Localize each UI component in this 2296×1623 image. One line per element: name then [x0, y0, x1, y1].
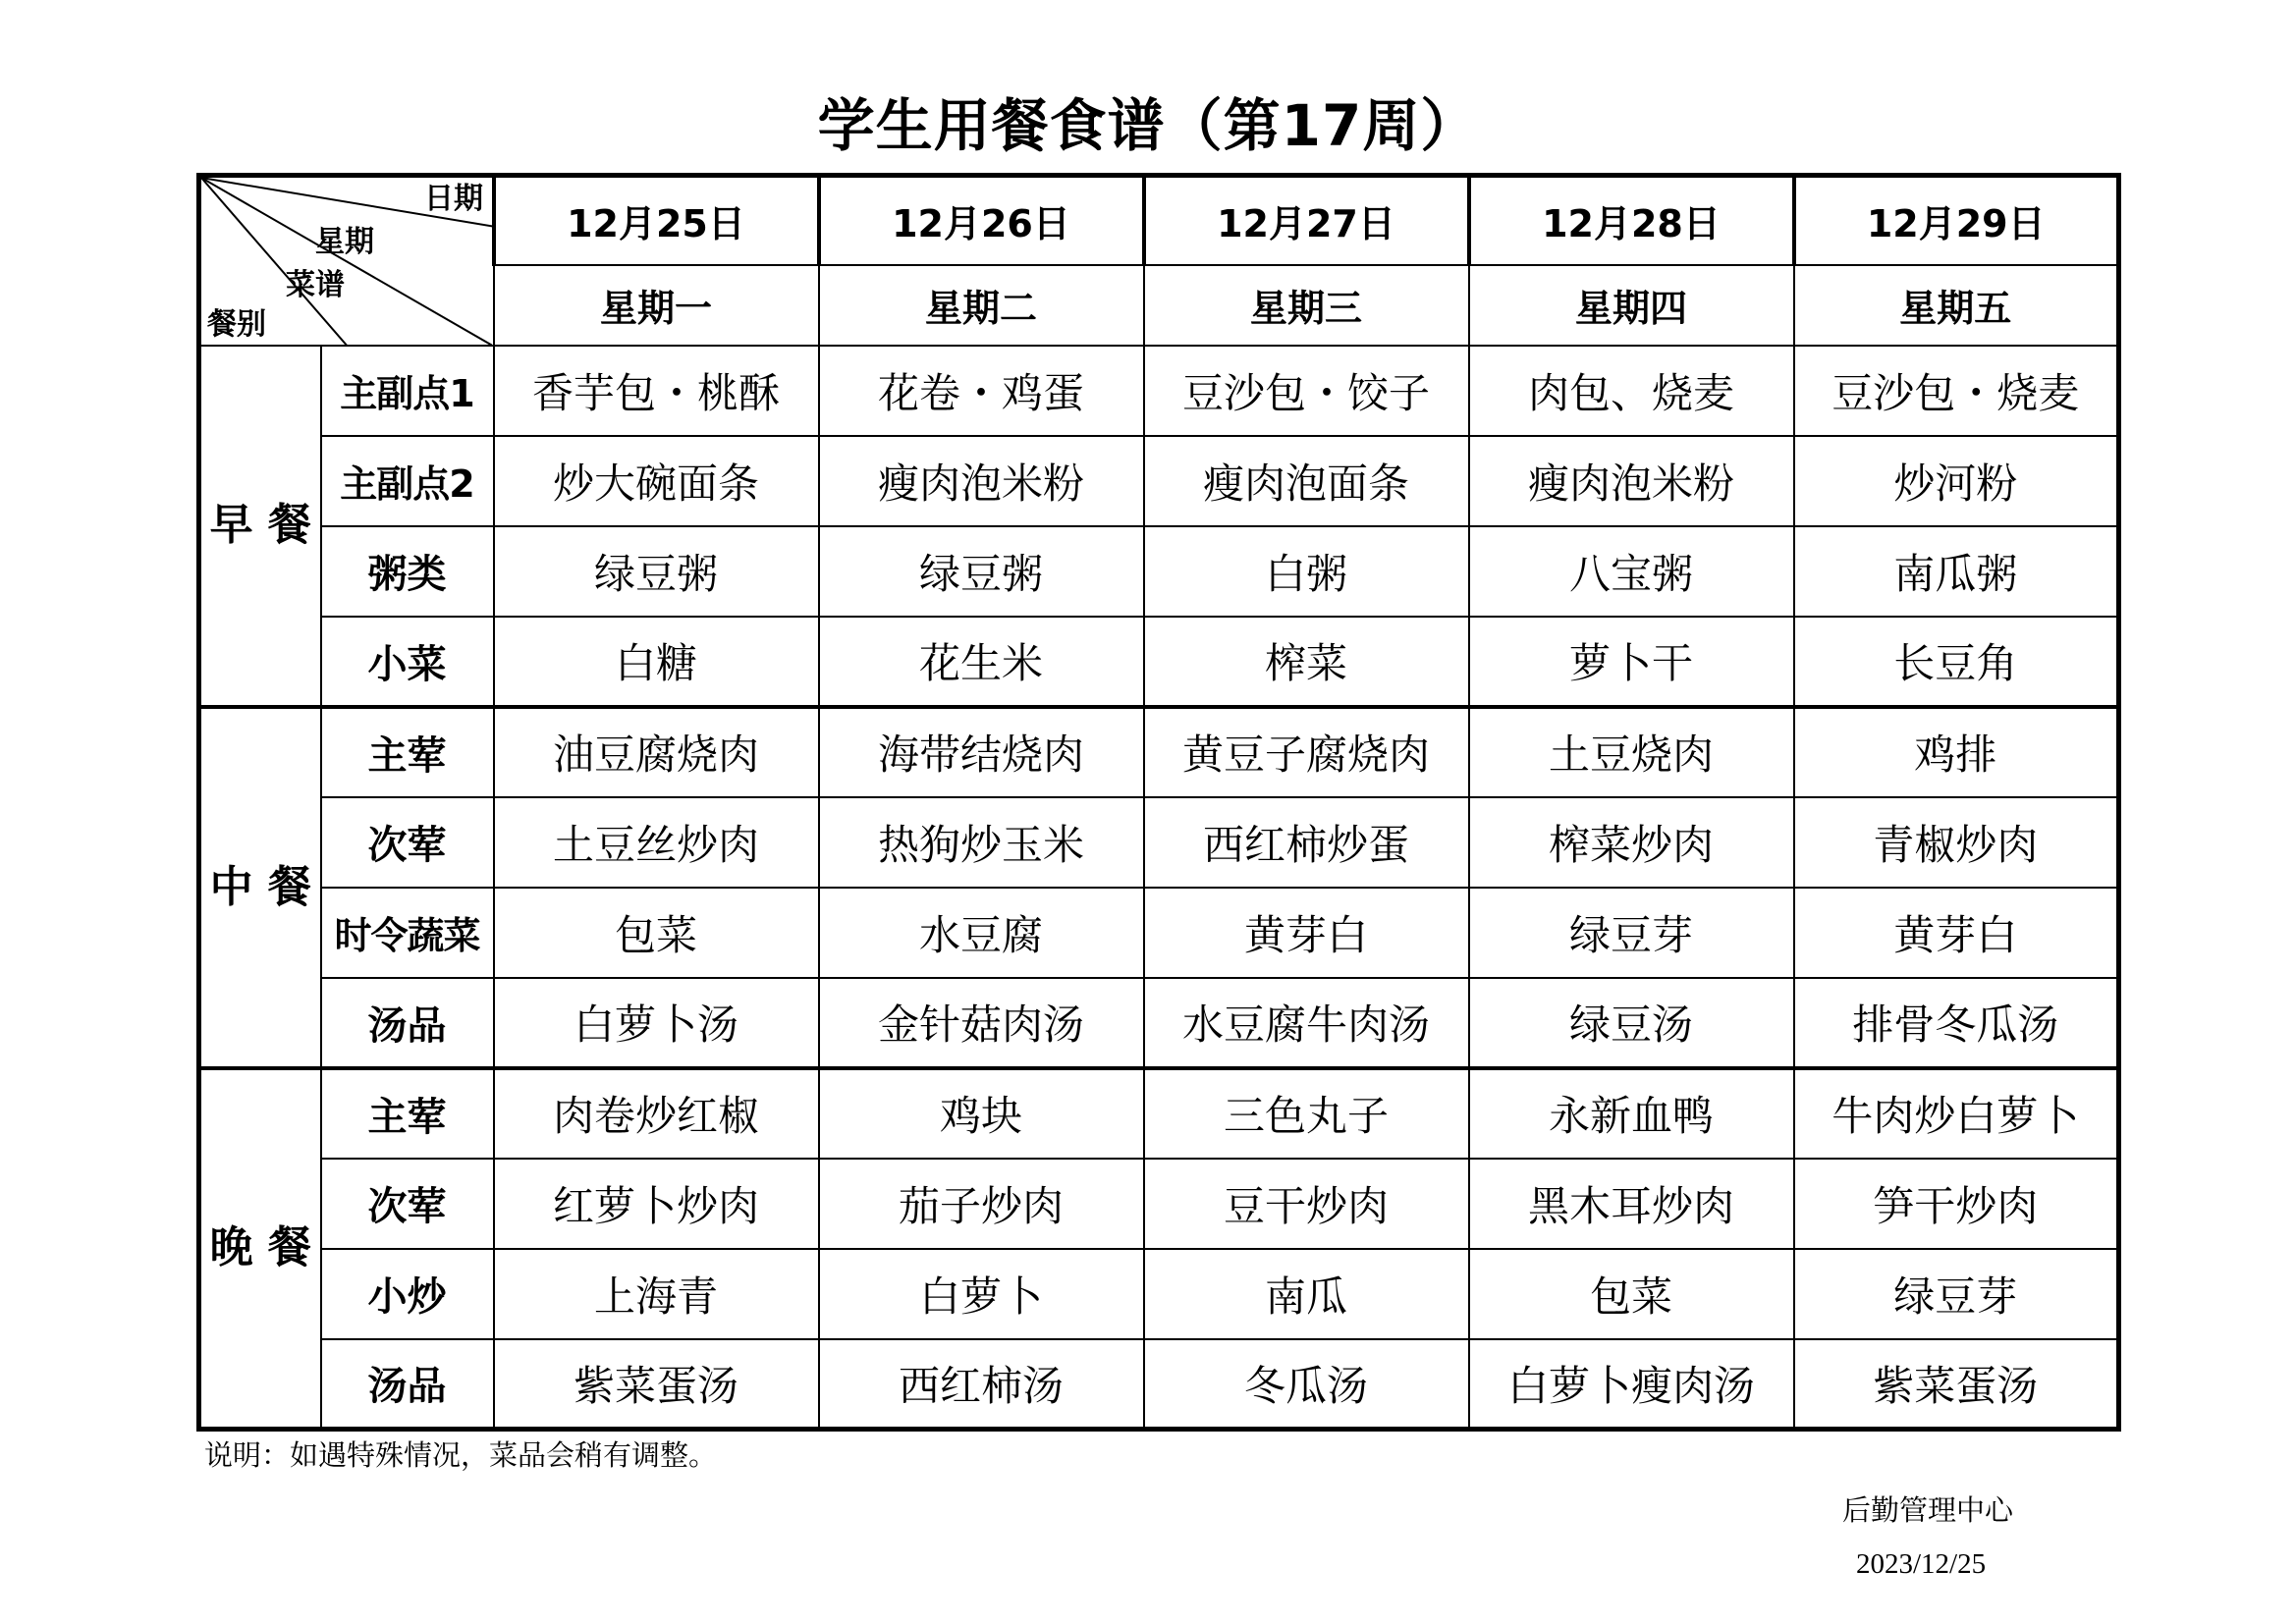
corner-label-menu: 菜谱 [286, 268, 345, 302]
meal-label: 早 餐 [199, 346, 321, 707]
category-label: 主荤 [321, 707, 494, 797]
footer-department: 后勤管理中心 [1842, 1493, 2014, 1527]
dish-cell: 黄芽白 [1144, 888, 1469, 978]
category-label: 主荤 [321, 1068, 494, 1159]
menu-row [199, 797, 2119, 888]
dish-cell: 黄豆子腐烧肉 [1144, 707, 1469, 797]
weekday-cell: 星期四 [1469, 265, 1794, 346]
weekday-cell: 星期三 [1144, 265, 1469, 346]
dish-cell: 海带结烧肉 [819, 707, 1144, 797]
meal-label: 晚 餐 [199, 1068, 321, 1430]
dish-cell: 花卷・鸡蛋 [819, 346, 1144, 436]
dish-cell: 红萝卜炒肉 [494, 1159, 819, 1249]
dish-cell: 肉包、烧麦 [1469, 346, 1794, 436]
dish-cell: 西红柿炒蛋 [1144, 797, 1469, 888]
dish-cell: 长豆角 [1794, 617, 2119, 707]
dish-cell: 炒河粉 [1794, 436, 2119, 526]
date-cell: 12月27日 [1144, 176, 1469, 265]
menu-row [199, 1159, 2119, 1249]
category-label: 小炒 [321, 1249, 494, 1339]
menu-row [199, 346, 2119, 436]
weekday-cell: 星期一 [494, 265, 819, 346]
dish-cell: 炒大碗面条 [494, 436, 819, 526]
menu-row [199, 978, 2119, 1068]
dish-cell: 香芋包・桃酥 [494, 346, 819, 436]
category-label: 小菜 [321, 617, 494, 707]
dish-cell: 南瓜粥 [1794, 526, 2119, 617]
dish-cell: 三色丸子 [1144, 1068, 1469, 1159]
dish-cell: 豆沙包・饺子 [1144, 346, 1469, 436]
dish-cell: 热狗炒玉米 [819, 797, 1144, 888]
meal-label: 中 餐 [199, 707, 321, 1068]
dish-cell: 紫菜蛋汤 [1794, 1339, 2119, 1430]
dish-cell: 瘦肉泡面条 [1144, 436, 1469, 526]
menu-row [199, 617, 2119, 707]
date-header-row [199, 176, 2119, 265]
date-cell: 12月25日 [494, 176, 819, 265]
dish-cell: 黄芽白 [1794, 888, 2119, 978]
dish-cell: 榨菜炒肉 [1469, 797, 1794, 888]
menu-row [199, 1339, 2119, 1430]
dish-cell: 豆沙包・烧麦 [1794, 346, 2119, 436]
dish-cell: 南瓜 [1144, 1249, 1469, 1339]
dish-cell: 水豆腐牛肉汤 [1144, 978, 1469, 1068]
weekday-cell: 星期二 [819, 265, 1144, 346]
dish-cell: 冬瓜汤 [1144, 1339, 1469, 1430]
dish-cell: 花生米 [819, 617, 1144, 707]
corner-header [199, 176, 494, 346]
menu-row [199, 1249, 2119, 1339]
dish-cell: 土豆烧肉 [1469, 707, 1794, 797]
dish-cell: 白萝卜汤 [494, 978, 819, 1068]
dish-cell: 绿豆粥 [819, 526, 1144, 617]
dish-cell: 排骨冬瓜汤 [1794, 978, 2119, 1068]
dish-cell: 包菜 [1469, 1249, 1794, 1339]
category-label: 汤品 [321, 1339, 494, 1430]
dish-cell: 绿豆芽 [1794, 1249, 2119, 1339]
corner-label-weekday: 星期 [315, 225, 374, 259]
dish-cell: 茄子炒肉 [819, 1159, 1144, 1249]
dish-cell: 笋干炒肉 [1794, 1159, 2119, 1249]
dish-cell: 白粥 [1144, 526, 1469, 617]
dish-cell: 鸡块 [819, 1068, 1144, 1159]
date-cell: 12月29日 [1794, 176, 2119, 265]
dish-cell: 油豆腐烧肉 [494, 707, 819, 797]
category-label: 时令蔬菜 [321, 888, 494, 978]
menu-row [199, 888, 2119, 978]
footer-issue-date: 2023/12/25 [1856, 1548, 1987, 1580]
category-label: 主副点1 [321, 346, 494, 436]
dish-cell: 榨菜 [1144, 617, 1469, 707]
dish-cell: 豆干炒肉 [1144, 1159, 1469, 1249]
corner-label-date: 日期 [424, 182, 483, 216]
menu-row [199, 526, 2119, 617]
dish-cell: 黑木耳炒肉 [1469, 1159, 1794, 1249]
dish-cell: 金针菇肉汤 [819, 978, 1144, 1068]
date-cell: 12月28日 [1469, 176, 1794, 265]
dish-cell: 土豆丝炒肉 [494, 797, 819, 888]
dish-cell: 肉卷炒红椒 [494, 1068, 819, 1159]
dish-cell: 瘦肉泡米粉 [1469, 436, 1794, 526]
menu-row [199, 436, 2119, 526]
menu-table [196, 173, 2121, 1432]
menu-row [199, 707, 2119, 797]
footer-note: 说明：如遇特殊情况，菜品会稍有调整。 [204, 1438, 718, 1472]
dish-cell: 上海青 [494, 1249, 819, 1339]
page-title: 学生用餐食谱（第17周） [817, 92, 1479, 159]
category-label: 次荤 [321, 1159, 494, 1249]
dish-cell: 八宝粥 [1469, 526, 1794, 617]
category-label: 汤品 [321, 978, 494, 1068]
date-cell: 12月26日 [819, 176, 1144, 265]
dish-cell: 包菜 [494, 888, 819, 978]
dish-cell: 紫菜蛋汤 [494, 1339, 819, 1430]
dish-cell: 牛肉炒白萝卜 [1794, 1068, 2119, 1159]
dish-cell: 绿豆芽 [1469, 888, 1794, 978]
dish-cell: 绿豆粥 [494, 526, 819, 617]
category-label: 粥类 [321, 526, 494, 617]
dish-cell: 西红柿汤 [819, 1339, 1144, 1430]
category-label: 次荤 [321, 797, 494, 888]
dish-cell: 瘦肉泡米粉 [819, 436, 1144, 526]
dish-cell: 绿豆汤 [1469, 978, 1794, 1068]
dish-cell: 白萝卜 [819, 1249, 1144, 1339]
corner-label-meal: 餐别 [207, 307, 266, 342]
dish-cell: 鸡排 [1794, 707, 2119, 797]
weekday-cell: 星期五 [1794, 265, 2119, 346]
dish-cell: 永新血鸭 [1469, 1068, 1794, 1159]
category-label: 主副点2 [321, 436, 494, 526]
dish-cell: 水豆腐 [819, 888, 1144, 978]
dish-cell: 青椒炒肉 [1794, 797, 2119, 888]
menu-row [199, 1068, 2119, 1159]
dish-cell: 白糖 [494, 617, 819, 707]
dish-cell: 白萝卜瘦肉汤 [1469, 1339, 1794, 1430]
dish-cell: 萝卜干 [1469, 617, 1794, 707]
